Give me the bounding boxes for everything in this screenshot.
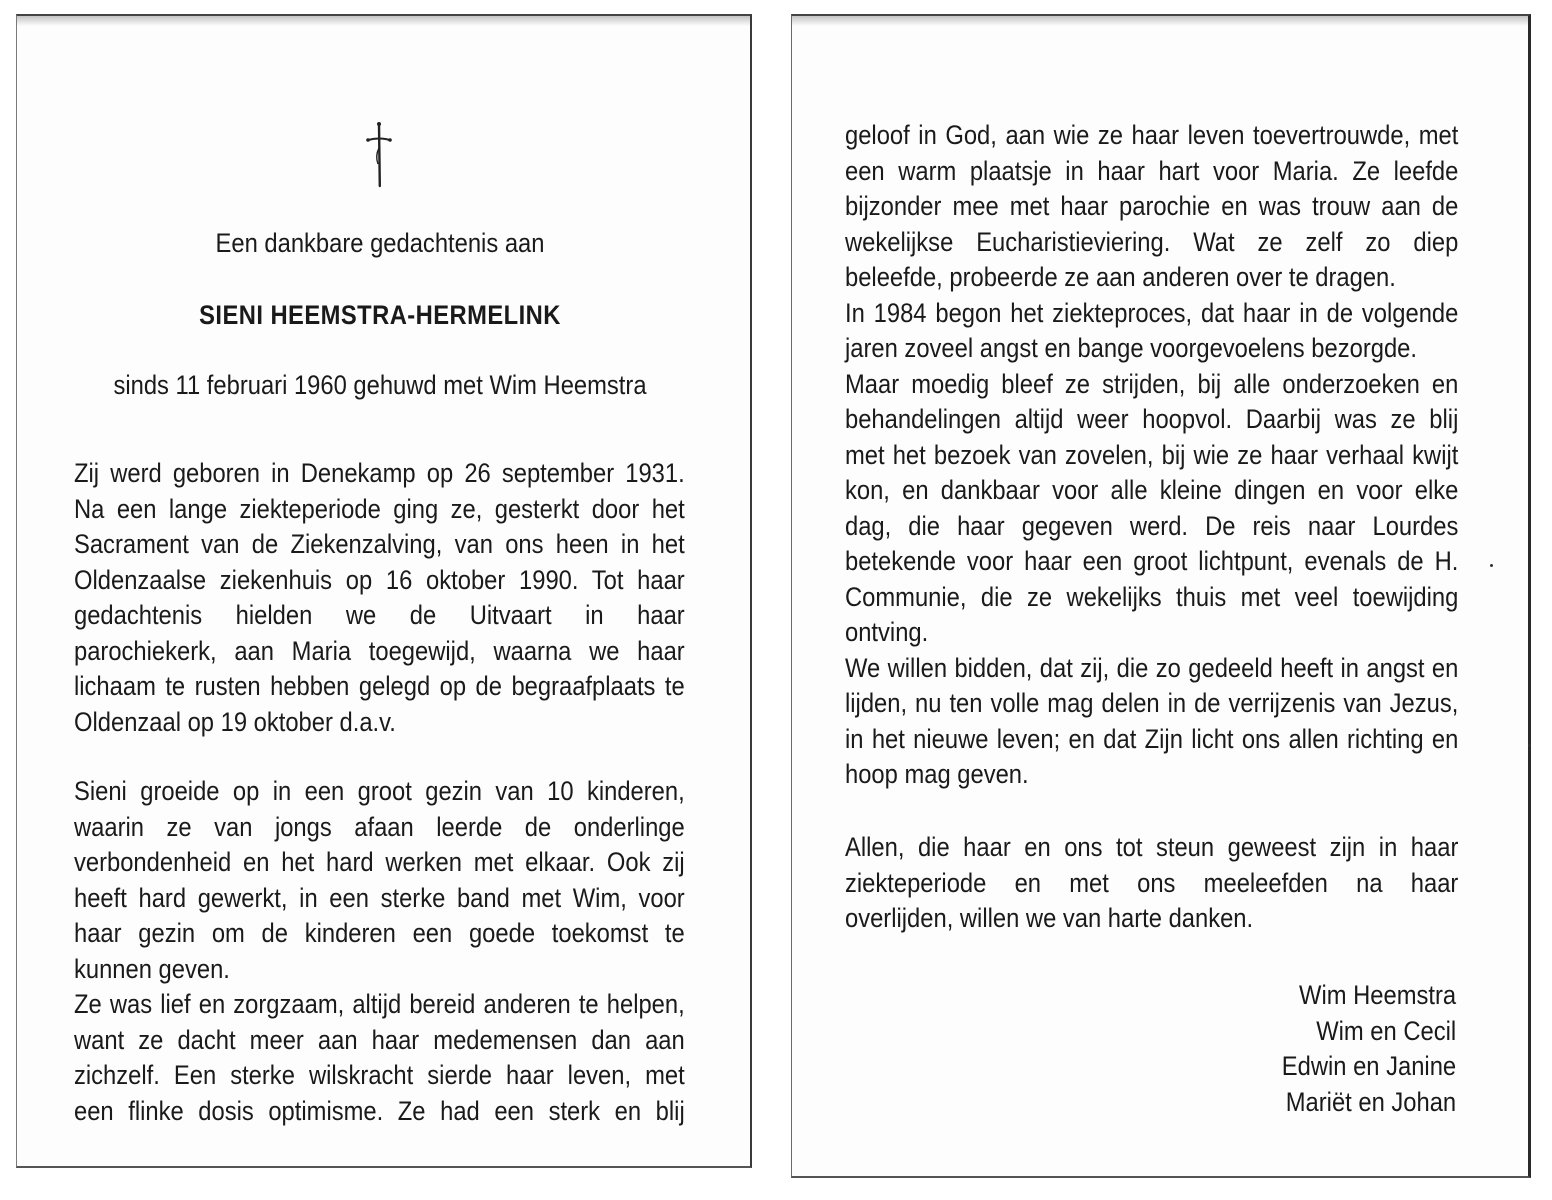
text-line: parochiekerk, aan Maria toegewijd, waarna we haar [74,635,685,666]
text-line: in het nieuwe leven; en dat Zijn licht ons allen richting en [845,723,1459,754]
scan-speck [1490,564,1493,567]
text-line: ontving. [845,617,929,647]
text-line: Sieni groeide op in een groot gezin van 10 kinderen, [74,776,685,806]
text-line: Oldenzaalse ziekenhuis op 16 oktober 1990. Tot haar [74,564,685,595]
text-line: geloof in God, aan wie ze haar leven toevertrouwde, met [845,120,1459,150]
text-line: lichaam te rusten hebben gelegd op de begraafplaats te [74,671,685,701]
signer-name: Edwin en Janine [1281,1051,1456,1081]
scan-speck [1528,744,1531,747]
biography-paragraph-2 [74,774,768,1129]
text-line: Oldenzaal op 19 oktober d.a.v. [74,706,396,737]
text-line: Zij werd geboren in Denekamp op 26 september 1931. [74,458,685,488]
text-line: dag, die haar gegeven werd. De reis naar Lourdes [845,510,1459,541]
memorial-card-right-page [791,14,1531,1178]
text-line: heeft hard gewerkt, in een sterke band met Wim, voor [74,882,685,913]
text-line: betekende voor haar een groot lichtpunt, evenals de H. [845,546,1459,576]
text-line: een flinke dosis optimisme. Ze had een sterk en blij [74,1095,685,1126]
family-signatures [1258,978,1456,1120]
text-line: hoop mag geven. [845,759,1029,789]
signer-name: Wim en Cecil [1316,1015,1456,1046]
text-line: Ze was lief en zorgzaam, altijd bereid anderen te helpen, [74,989,685,1019]
memorial-card-left-page [16,14,752,1168]
text-line: In 1984 begon het ziekteproces, dat haar in de volgende [845,297,1459,328]
text-line: kon, en dankbaar voor alle kleine dingen en voor elke [845,475,1459,505]
scan-shadow [792,16,1528,26]
text-line: waarin ze van jongs afaan leerde de onderlinge [74,811,685,842]
text-line: met het bezoek van zovelen, bij wie ze haar verhaal kwijt [845,439,1459,470]
text-line: Maar moedig bleef ze strijden, bij alle onderzoeken en [845,368,1459,399]
biography-paragraph-1 [74,456,768,740]
biography-paragraph-3 [845,118,1542,793]
text-line: overlijden, willen we van harte danken. [845,903,1254,933]
text-line: zichzelf. Een sterke wilskracht sierde haar leven, met [74,1060,685,1090]
text-line: haar gezin om de kinderen een goede toekomst te [74,918,685,948]
scan-shadow [17,16,750,26]
text-line: ziekteperiode en met ons meeleefden na haar [845,867,1459,898]
text-line: lijden, nu ten volle mag delen in de verrijzenis van Jezus, [845,688,1459,718]
text-line: bijzonder mee met haar parochie en was trouw aan de [845,191,1459,221]
text-line: We willen bidden, dat zij, die zo gedeeld heeft in angst en [845,652,1459,683]
text-line: Allen, die haar en ons tot steun geweest zijn in haar [845,832,1459,862]
text-line: behandelingen altijd weer hoopvol. Daarbij was ze blij [845,404,1459,434]
text-line: beleefde, probeerde ze aan anderen over te dragen. [845,262,1396,292]
text-line: kunnen geven. [74,953,230,984]
marriage-line: sinds 11 februari 1960 gehuwd met Wim Heemstra [113,370,647,400]
text-line: Communie, die ze wekelijks thuis met veel toewijding [845,581,1459,612]
deceased-name: SIENI HEEMSTRA-HERMELINK [199,300,561,330]
text-line: een warm plaatsje in haar hart voor Maria. Ze leefde [845,155,1459,186]
latin-cross-icon [363,120,395,190]
text-line: verbondenheid en het hard werken met elkaar. Ook zij [74,847,685,877]
signer-name: Wim Heemstra [1298,980,1456,1010]
text-line: jaren zoveel angst en bange voorgevoelens bezorgde. [845,333,1417,363]
text-line: wekelijkse Eucharistieviering. Wat ze zelf zo diep [845,226,1459,257]
thanks-paragraph [845,830,1542,937]
text-line: gedachtenis hielden we de Uitvaart in haar [74,600,685,630]
dedication-heading: Een dankbare gedachtenis aan [215,228,545,258]
text-line: Na een lange ziekteperiode ging ze, gesterkt door het [74,493,685,524]
text-line: Sacrament van de Ziekenzalving, van ons heen in het [74,529,685,559]
text-line: want ze dacht meer aan haar medemensen dan aan [74,1024,685,1055]
signer-name: Mariët en Johan [1285,1086,1456,1117]
